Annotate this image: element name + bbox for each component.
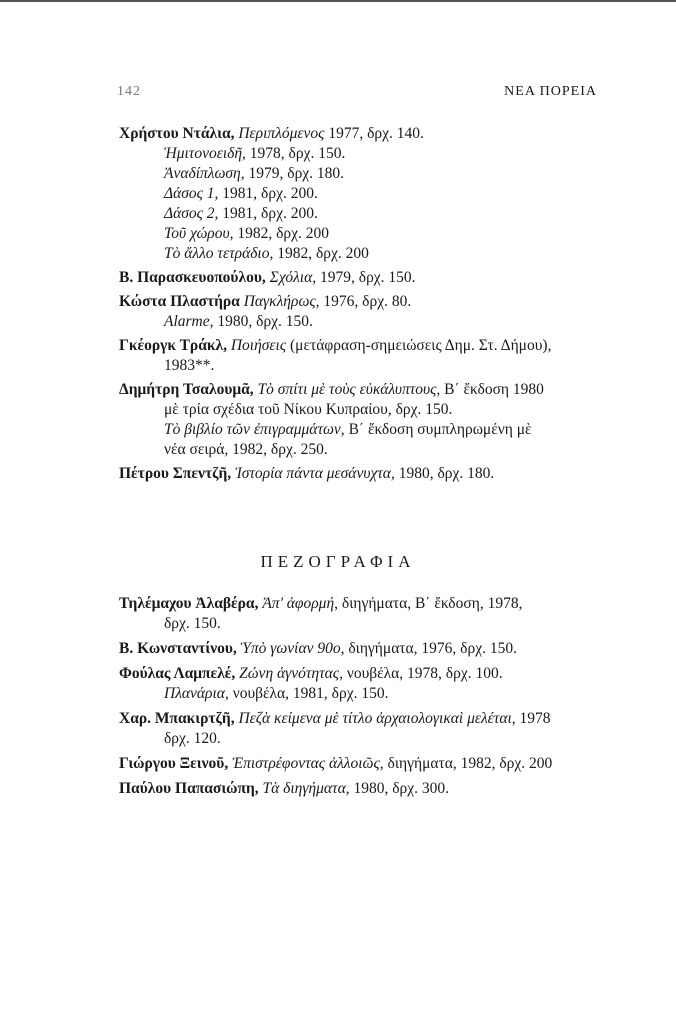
book-title: Alarme, <box>164 313 214 330</box>
book-title: Δάσος 2, <box>164 205 219 222</box>
book-details: νέα σειρά, 1982, δρχ. 250. <box>164 441 328 458</box>
book-title: Ἡμιτονοειδῆ, <box>164 145 246 162</box>
author-name: Τηλέμαχου Ἀλαβέρα, <box>119 595 259 612</box>
list-item <box>119 292 599 332</box>
author-name: Χρήστου Ντάλια, <box>119 125 235 142</box>
entry-line <box>119 664 599 684</box>
book-details: 1980, δρχ. 300. <box>353 780 450 797</box>
prose-list <box>119 594 599 804</box>
entry-line <box>119 464 599 484</box>
list-item <box>119 639 599 659</box>
author-name: Β. Κωνσταντίνου, <box>119 640 237 657</box>
author-name: Χαρ. Μπακιρτζῆ, <box>119 710 235 727</box>
entry-line <box>119 614 599 634</box>
book-title: Πεζὰ κείμενα μὲ τίτλο ἀρχαιολογικαὶ μελέται, <box>238 710 516 727</box>
list-item <box>119 594 599 634</box>
author-name: Πέτρου Σπεντζῆ, <box>119 465 232 482</box>
book-details: 1979, δρχ. 150. <box>320 269 416 286</box>
author-name: Β. Παρασκευοπούλου, <box>119 269 266 286</box>
entry-line <box>119 440 599 460</box>
book-details: 1977, δρχ. 140. <box>328 125 424 142</box>
book-title: Ἀπ' ἀφορμή, <box>262 595 339 612</box>
entry-line <box>119 204 599 224</box>
list-item <box>119 779 599 799</box>
book-title: Σχόλια, <box>269 269 317 286</box>
page-top-border <box>0 0 676 2</box>
entry-line <box>119 639 599 659</box>
book-title: Τὸ ἄλλο τετράδιο, <box>164 245 274 262</box>
book-details: διηγήματα, 1976, δρχ. 150. <box>348 640 517 657</box>
entry-line <box>119 380 599 400</box>
entry-line <box>119 144 599 164</box>
book-details: (μετάφραση-σημειώσεις Δημ. Στ. Δήμου), <box>290 337 552 354</box>
entry-line <box>119 729 599 749</box>
entry-line <box>119 184 599 204</box>
book-details: Β΄ ἔκδοση 1980 <box>444 381 544 398</box>
book-title: Πλανάρια, <box>164 685 229 702</box>
list-item <box>119 709 599 749</box>
book-details: Β΄ ἔκδοση συμπληρωμένη μὲ <box>348 421 532 438</box>
book-details: 1979, δρχ. 180. <box>248 165 345 182</box>
entry-line <box>119 420 599 440</box>
book-title: Παγκλήρως, <box>243 293 320 310</box>
entry-line <box>119 164 599 184</box>
book-details: 1981, δρχ. 200. <box>222 205 318 222</box>
book-details: 1978 <box>519 710 551 727</box>
entry-line <box>119 779 599 799</box>
book-details: 1983**. <box>164 357 215 374</box>
author-name: Φούλας Λαμπελέ, <box>119 665 236 682</box>
section-heading-prose: ΠΕΖΟΓΡΑΦΙΑ <box>260 552 416 571</box>
entry-line <box>119 224 599 244</box>
book-title: Ποιήσεις <box>230 337 287 354</box>
entry-line <box>119 754 599 774</box>
book-title: Τοῦ χώρου, <box>164 225 234 242</box>
book-details: 1978, δρχ. 150. <box>249 145 346 162</box>
book-details: νουβέλα, 1978, δρχ. 100. <box>346 665 503 682</box>
book-title: Ἱστορία πάντα μεσάνυχτα, <box>235 465 395 482</box>
list-item <box>119 464 599 484</box>
entry-line <box>119 400 599 420</box>
running-head: ΝΕΑ ΠΟΡΕΙΑ <box>504 84 597 99</box>
entry-line <box>119 336 599 356</box>
book-title: Ἀναδίπλωση, <box>164 165 245 182</box>
book-title: Δάσος 1, <box>164 185 219 202</box>
book-details: δρχ. 120. <box>164 730 221 747</box>
book-details: δρχ. 150. <box>164 615 221 632</box>
entry-line <box>119 268 599 288</box>
list-item <box>119 664 599 704</box>
book-details: 1980, δρχ. 180. <box>398 465 495 482</box>
page-number: 142 <box>117 84 141 99</box>
book-title: Ἐπιστρέφοντας ἀλλοιῶς, <box>232 755 384 772</box>
book-details: 1980, δρχ. 150. <box>217 313 313 330</box>
book-title: Ὑπὸ γωνίαν 90ο, <box>240 640 345 657</box>
entry-line <box>119 594 599 614</box>
list-item <box>119 124 599 264</box>
book-details: διηγήματα, Β΄ ἔκδοση, 1978, <box>341 595 523 612</box>
author-name: Παύλου Παπασιώπη, <box>119 780 259 797</box>
book-title: Τὸ σπίτι μὲ τοὺς εὐκάλυπτους, <box>257 381 441 398</box>
author-name: Δημήτρη Τσαλουμᾶ, <box>119 381 254 398</box>
entry-line <box>119 124 599 144</box>
book-details: μὲ τρία σχέδια τοῦ Νίκου Κυπραίου, δρχ. 150. <box>164 401 453 418</box>
book-details: 1981, δρχ. 200. <box>222 185 318 202</box>
book-details: 1982, δρχ. 200 <box>277 245 369 262</box>
book-title: Περιπλόμενος <box>238 125 325 142</box>
book-details: νουβέλα, 1981, δρχ. 150. <box>232 685 389 702</box>
list-item <box>119 380 599 460</box>
book-details: 1976, δρχ. 80. <box>323 293 412 310</box>
book-details: 1982, δρχ. 200 <box>237 225 329 242</box>
entry-line <box>119 244 599 264</box>
list-item <box>119 268 599 288</box>
book-title: Τὰ διηγήματα, <box>262 780 350 797</box>
entry-line <box>119 292 599 312</box>
poetry-list <box>119 124 599 488</box>
entry-line <box>119 709 599 729</box>
entry-line <box>119 684 599 704</box>
list-item <box>119 336 599 376</box>
entry-line <box>119 356 599 376</box>
book-title: Ζώνη ἁγνότητας, <box>239 665 343 682</box>
author-name: Γιώργου Ξεινοῦ, <box>119 755 229 772</box>
book-title: Τὸ βιβλίο τῶν ἐπιγραμμάτων, <box>164 421 345 438</box>
author-name: Κώστα Πλαστήρα <box>119 293 240 310</box>
list-item <box>119 754 599 774</box>
author-name: Γκέοργκ Τράκλ, <box>119 337 227 354</box>
book-details: διηγήματα, 1982, δρχ. 200 <box>387 755 553 772</box>
entry-line <box>119 312 599 332</box>
